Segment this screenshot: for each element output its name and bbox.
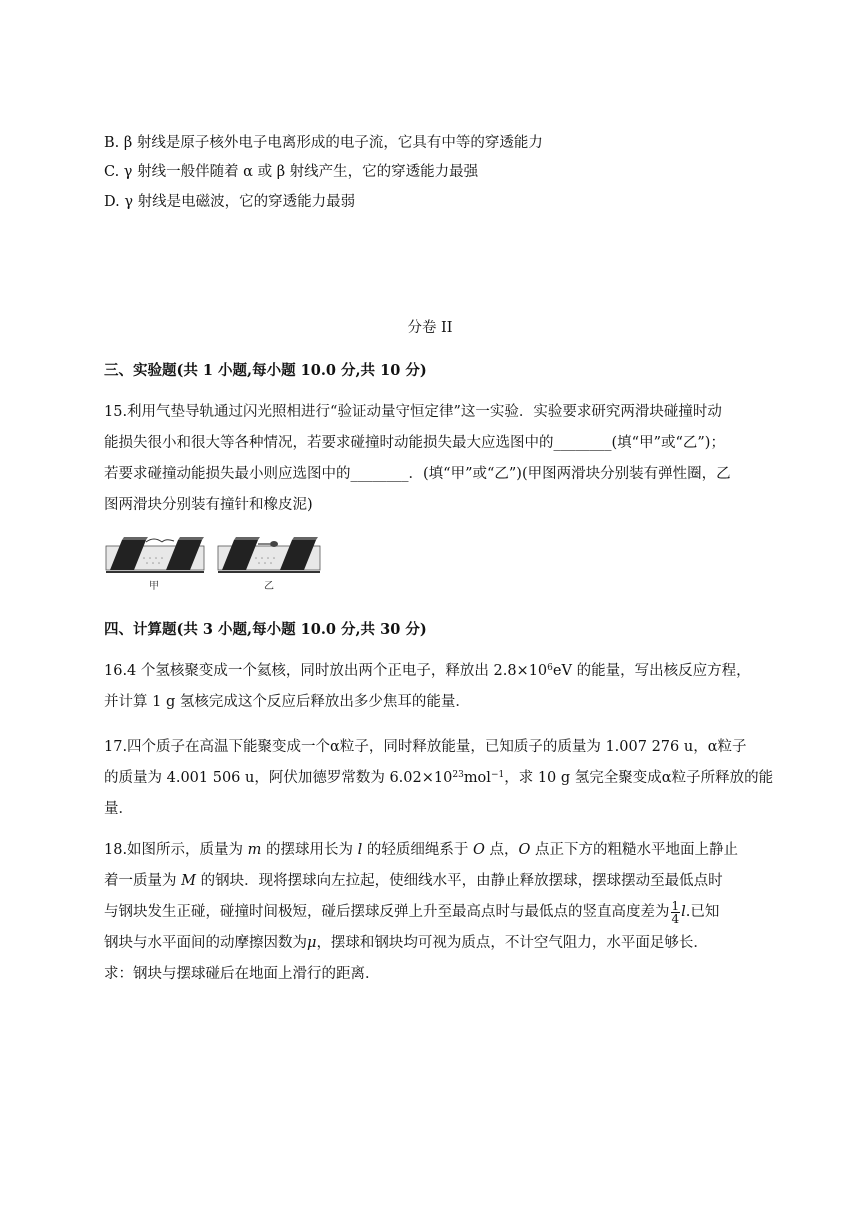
q18-text: 18.如图所示，质量为 bbox=[104, 842, 248, 858]
var-big-m: M bbox=[181, 873, 196, 889]
q18-line-1 bbox=[104, 835, 764, 866]
q18-line-3 bbox=[104, 897, 764, 928]
q16-text-b: eV 的能量，写出核反应方程， bbox=[552, 663, 751, 679]
q18-text: 的摆球用长为 bbox=[261, 842, 358, 858]
option-c: C. γ 射线一般伴随着 α 或 β 射线产生，它的穿透能力最强 bbox=[104, 164, 479, 180]
q18-text: 着一质量为 bbox=[104, 873, 182, 889]
q17-text-c: ，求 10 g 氢完全聚变成α粒子所释放的能 bbox=[504, 770, 774, 786]
air-track-figure bbox=[104, 532, 322, 596]
var-m: m bbox=[247, 842, 262, 858]
q18-text: 的轻质细绳系于 bbox=[362, 842, 473, 858]
fraction-one-quarter bbox=[671, 900, 681, 925]
air-track-figure-svg bbox=[104, 532, 322, 596]
q18-text: 的钢块．现将摆球向左拉起，使细线水平，由静止释放摆球，摆球摆动至最低点时 bbox=[195, 873, 723, 889]
section-3-heading: 三、实验题(共 1 小题,每小题 10.0 分,共 10 分) bbox=[104, 362, 427, 379]
q17-line-2 bbox=[104, 763, 774, 794]
q18-line-5: 求：钢块与摆球碰后在地面上滑行的距离． bbox=[104, 966, 380, 982]
var-l-2: l bbox=[681, 904, 686, 920]
q17-exponent-1: 23 bbox=[452, 770, 464, 780]
var-mu: μ bbox=[307, 935, 317, 951]
q16-line-2: 并计算 1 g 氢核完成这个反应后释放出多少焦耳的能量． bbox=[104, 694, 470, 710]
figure-label-jia: 甲 bbox=[149, 581, 159, 592]
q15-line-1: 15.利用气垫导轨通过闪光照相进行“验证动量守恒定律”这一实验．实验要求研究两滑块碰撞时动 bbox=[104, 404, 722, 420]
figure-label-yi: 乙 bbox=[264, 581, 274, 592]
question-17 bbox=[104, 732, 774, 825]
var-o: O bbox=[473, 842, 485, 858]
question-18 bbox=[104, 835, 764, 990]
var-o-2: O bbox=[518, 842, 531, 858]
fraction-numerator: 1 bbox=[671, 898, 680, 913]
q16-text-a: 16.4 个氢核聚变成一个氦核，同时放出两个正电子，释放出 2.8×10 bbox=[104, 663, 548, 679]
figure-yi bbox=[218, 537, 320, 572]
q16-exponent: 6 bbox=[547, 663, 553, 673]
question-15 bbox=[104, 397, 764, 521]
q18-line-2 bbox=[104, 866, 764, 897]
q18-text: .已知 bbox=[685, 904, 720, 920]
figure-jia bbox=[106, 537, 204, 572]
q17-exponent-2: −1 bbox=[490, 770, 505, 780]
q17-line-1: 17.四个质子在高温下能聚变成一个α粒子，同时释放能量，已知质子的质量为 1.007 276 u，α粒子 bbox=[104, 739, 747, 755]
q18-text: 与钢块发生正碰，碰撞时间极短，碰后摆球反弹上升至最高点时与最低点的竖直高度差为 bbox=[104, 904, 670, 920]
option-b: B. β 射线是原子核外电子电离形成的电子流，它具有中等的穿透能力 bbox=[104, 135, 543, 151]
q18-line-4 bbox=[104, 928, 764, 959]
q17-text-b: mol bbox=[463, 770, 491, 786]
section-title: 分卷 II bbox=[407, 320, 453, 336]
q17-text-a: 的质量为 4.001 506 u，阿伏加德罗常数为 6.02×10 bbox=[104, 770, 453, 786]
q15-line-4: 图两滑块分别装有撞针和橡皮泥) bbox=[104, 497, 313, 513]
q16-line-1 bbox=[104, 656, 764, 687]
q18-text: 点正下方的粗糙水平地面上静止 bbox=[530, 842, 738, 858]
q18-text: 钢块与水平面间的动摩擦因数为 bbox=[104, 935, 307, 951]
q18-text: 点， bbox=[484, 842, 519, 858]
var-l: l bbox=[357, 842, 363, 858]
q18-text: ，摆球和钢块均可视为质点，不计空气阻力，水平面足够长． bbox=[316, 935, 708, 951]
q15-line-3: 若要求碰撞动能损失最小则应选图中的________．(填“甲”或“乙”)(甲图两滑块分别装有弹性圈，乙 bbox=[104, 466, 731, 482]
fraction-denominator: 4 bbox=[671, 911, 680, 926]
q17-line-3: 量． bbox=[104, 801, 133, 817]
section-4-heading: 四、计算题(共 3 小题,每小题 10.0 分,共 30 分) bbox=[104, 621, 427, 638]
option-d: D. γ 射线是电磁波，它的穿透能力最弱 bbox=[104, 194, 356, 210]
question-16 bbox=[104, 656, 764, 718]
q15-line-2: 能损失很小和很大等各种情况，若要求碰撞时动能损失最大应选图中的________(填“甲”或“乙”)； bbox=[104, 435, 725, 451]
